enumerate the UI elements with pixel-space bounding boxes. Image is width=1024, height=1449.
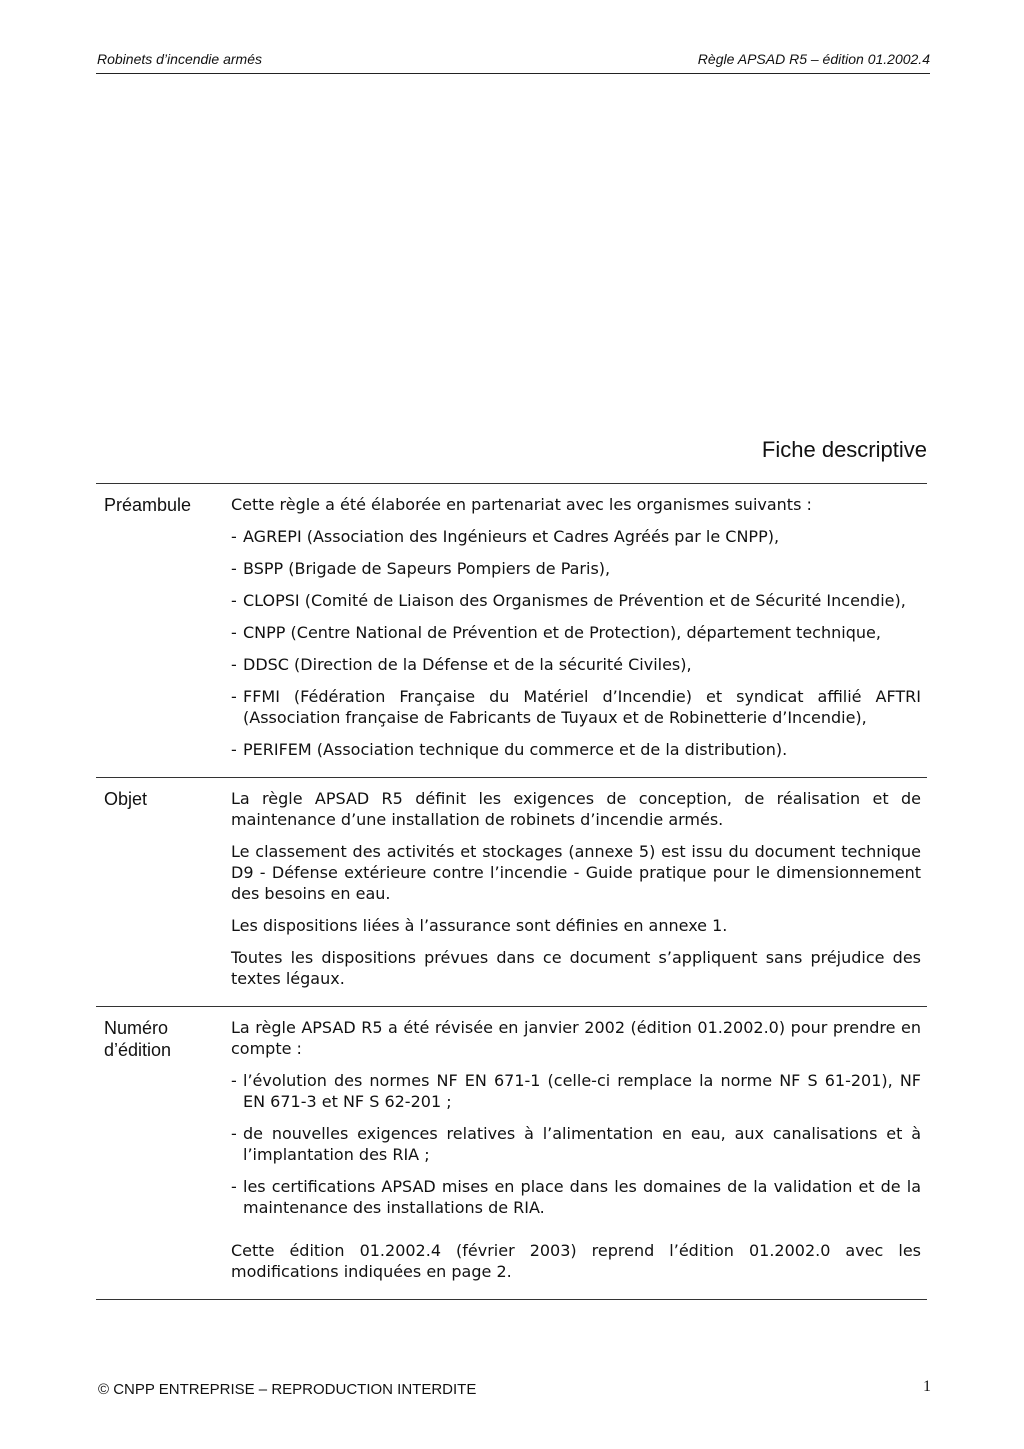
objet-paragraph: Le classement des activités et stockages (annexe 5) est issu du document technique D9 - Défense extérieure contre l’incendie - Guide pratique pour le dimensionnement des besoins en eau.: [231, 842, 921, 903]
section-edition: [96, 1007, 927, 1300]
edition-intro: La règle APSAD R5 a été révisée en janvier 2002 (édition 01.2002.0) pour prendre en compte :: [231, 1018, 921, 1058]
objet-paragraph: Toutes les dispositions prévues dans ce document s’appliquent sans préjudice des textes légaux.: [231, 948, 921, 988]
section-label-edition: [96, 1017, 231, 1293]
header-document-title: Robinets d’incendie armés: [97, 51, 262, 67]
copyright-notice: © CNPP ENTREPRISE – REPRODUCTION INTERDITE: [98, 1381, 477, 1398]
list-item: - CNPP (Centre National de Prévention et de Protection), département technique,: [231, 623, 881, 642]
edition-closing: Cette édition 01.2002.4 (février 2003) reprend l’édition 01.2002.0 avec les modifications indiquées en page 2.: [231, 1241, 921, 1281]
list-item: - DDSC (Direction de la Défense et de la sécurité Civiles),: [231, 655, 692, 674]
list-item: - de nouvelles exigences relatives à l’alimentation en eau, aux canalisations et à l’implantation des RIA ;: [231, 1124, 921, 1164]
section-preambule: [96, 484, 927, 778]
description-table: [96, 483, 927, 1300]
section-label-edition-line2: d’édition: [104, 1040, 172, 1060]
objet-paragraph: Les dispositions liées à l’assurance sont définies en annexe 1.: [231, 916, 728, 935]
list-item: - PERIFEM (Association technique du commerce et de la distribution).: [231, 740, 788, 759]
preambule-intro: Cette règle a été élaborée en partenariat avec les organismes suivants :: [231, 495, 812, 514]
list-item: - l’évolution des normes NF EN 671-1 (celle-ci remplace la norme NF S 61-201), NF EN 671-3 et NF S 62-201 ;: [231, 1071, 921, 1111]
organisms-list: [231, 526, 921, 760]
list-item: - BSPP (Brigade de Sapeurs Pompiers de Paris),: [231, 559, 611, 578]
section-label-preambule: Préambule: [104, 495, 192, 515]
fiche-title: Fiche descriptive: [761, 437, 927, 462]
revision-list: [231, 1070, 921, 1218]
list-item: - AGREPI (Association des Ingénieurs et Cadres Agréés par le CNPP),: [231, 527, 780, 546]
list-item: - les certifications APSAD mises en place dans les domaines de la validation et de la maintenance des installations de RIA.: [231, 1177, 921, 1217]
section-body-preambule: [231, 494, 921, 771]
section-body-edition: [231, 1017, 921, 1293]
page-header: [96, 51, 930, 74]
section-objet: [96, 778, 927, 1007]
page-number: 1: [923, 1378, 931, 1395]
list-item: - CLOPSI (Comité de Liaison des Organismes de Prévention et de Sécurité Incendie),: [231, 591, 906, 610]
section-body-objet: [231, 788, 921, 1000]
list-item: - FFMI (Fédération Française du Matériel d’Incendie) et syndicat affilié AFTRI (Association française de Fabricants de Tuyaux et de Robinetterie d’Incendie),: [231, 687, 921, 727]
section-label-edition-line1: Numéro: [104, 1018, 169, 1038]
header-rule-edition: Règle APSAD R5 – édition 01.2002.4: [697, 51, 930, 67]
objet-paragraph: La règle APSAD R5 définit les exigences de conception, de réalisation et de maintenance d’une installation de robinets d’incendie armés.: [231, 789, 921, 829]
section-label-objet: Objet: [104, 789, 148, 809]
